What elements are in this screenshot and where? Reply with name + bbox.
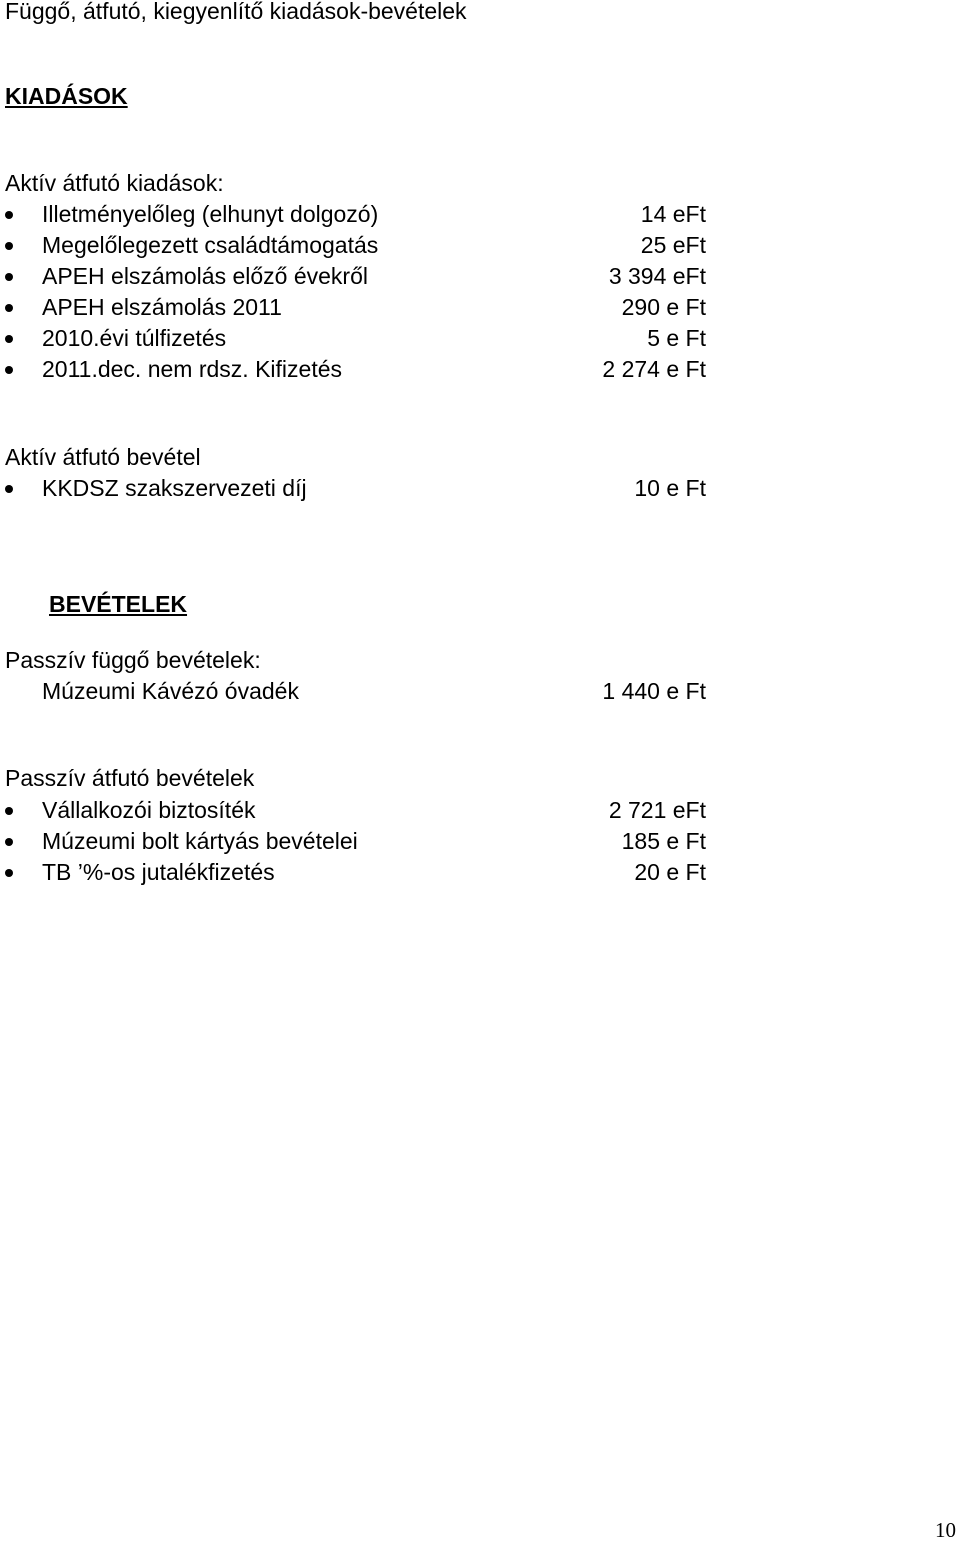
item-value: 14 eFt <box>640 201 706 227</box>
item-label: Vállalkozói biztosíték <box>42 797 256 823</box>
item-value: 10 e Ft <box>634 475 706 501</box>
item-label: Illetményelőleg (elhunyt dolgozó) <box>42 201 379 227</box>
list-item <box>0 795 710 826</box>
item-value: 25 eFt <box>640 232 706 258</box>
list-item <box>0 199 710 230</box>
document-title: Függő, átfutó, kiegyenlítő kiadások-bevételek <box>5 0 467 24</box>
list-item <box>0 857 710 888</box>
section-heading-bevetelek: BEVÉTELEK <box>49 591 188 617</box>
item-value: 290 e Ft <box>621 294 706 320</box>
bullet-icon <box>5 807 13 815</box>
bullet-icon <box>5 304 13 312</box>
item-label: KKDSZ szakszervezeti díj <box>42 475 307 501</box>
item-label: 2011.dec. nem rdsz. Kifizetés <box>42 356 342 382</box>
list-item <box>0 292 710 323</box>
section-heading-kiadasok: KIADÁSOK <box>5 83 128 109</box>
item-label: Megelőlegezett családtámogatás <box>42 232 379 258</box>
bullet-icon <box>5 242 13 250</box>
group-label-passziv-atfuto-bevetelek: Passzív átfutó bevételek <box>5 765 255 791</box>
item-value: 2 721 eFt <box>608 797 706 823</box>
bullet-icon <box>5 366 13 374</box>
group-label-passziv-fuggo-bevetelek: Passzív függő bevételek: <box>5 647 261 673</box>
item-value: 2 274 e Ft <box>602 356 706 382</box>
item-label: 2010.évi túlfizetés <box>42 325 227 351</box>
item-value: 185 e Ft <box>621 828 706 854</box>
item-label: APEH elszámolás előző évekről <box>42 263 368 289</box>
list-item <box>0 354 710 385</box>
item-value: 20 e Ft <box>634 859 706 885</box>
item-label: Múzeumi Kávézó óvadék <box>42 678 299 704</box>
list-item <box>0 230 710 261</box>
bullet-icon <box>5 211 13 219</box>
bullet-icon <box>5 485 13 493</box>
list-item <box>0 323 710 354</box>
list-item <box>0 261 710 292</box>
list-item <box>0 826 710 857</box>
item-label: TB ’%-os jutalékfizetés <box>42 859 275 885</box>
list-item <box>0 473 710 504</box>
bullet-icon <box>5 273 13 281</box>
bullet-icon <box>5 838 13 846</box>
page-number: 10 <box>935 1518 956 1542</box>
bullet-icon <box>5 869 13 877</box>
list-item <box>0 676 710 707</box>
bullet-icon <box>5 335 13 343</box>
item-label: Múzeumi bolt kártyás bevételei <box>42 828 358 854</box>
item-value: 1 440 e Ft <box>602 678 706 704</box>
item-label: APEH elszámolás 2011 <box>42 294 282 320</box>
group-label-aktiv-atfuto-bevetel: Aktív átfutó bevétel <box>5 444 201 470</box>
item-value: 5 e Ft <box>647 325 706 351</box>
item-value: 3 394 eFt <box>608 263 706 289</box>
group-label-aktiv-atfuto-kiadasok: Aktív átfutó kiadások: <box>5 170 224 196</box>
